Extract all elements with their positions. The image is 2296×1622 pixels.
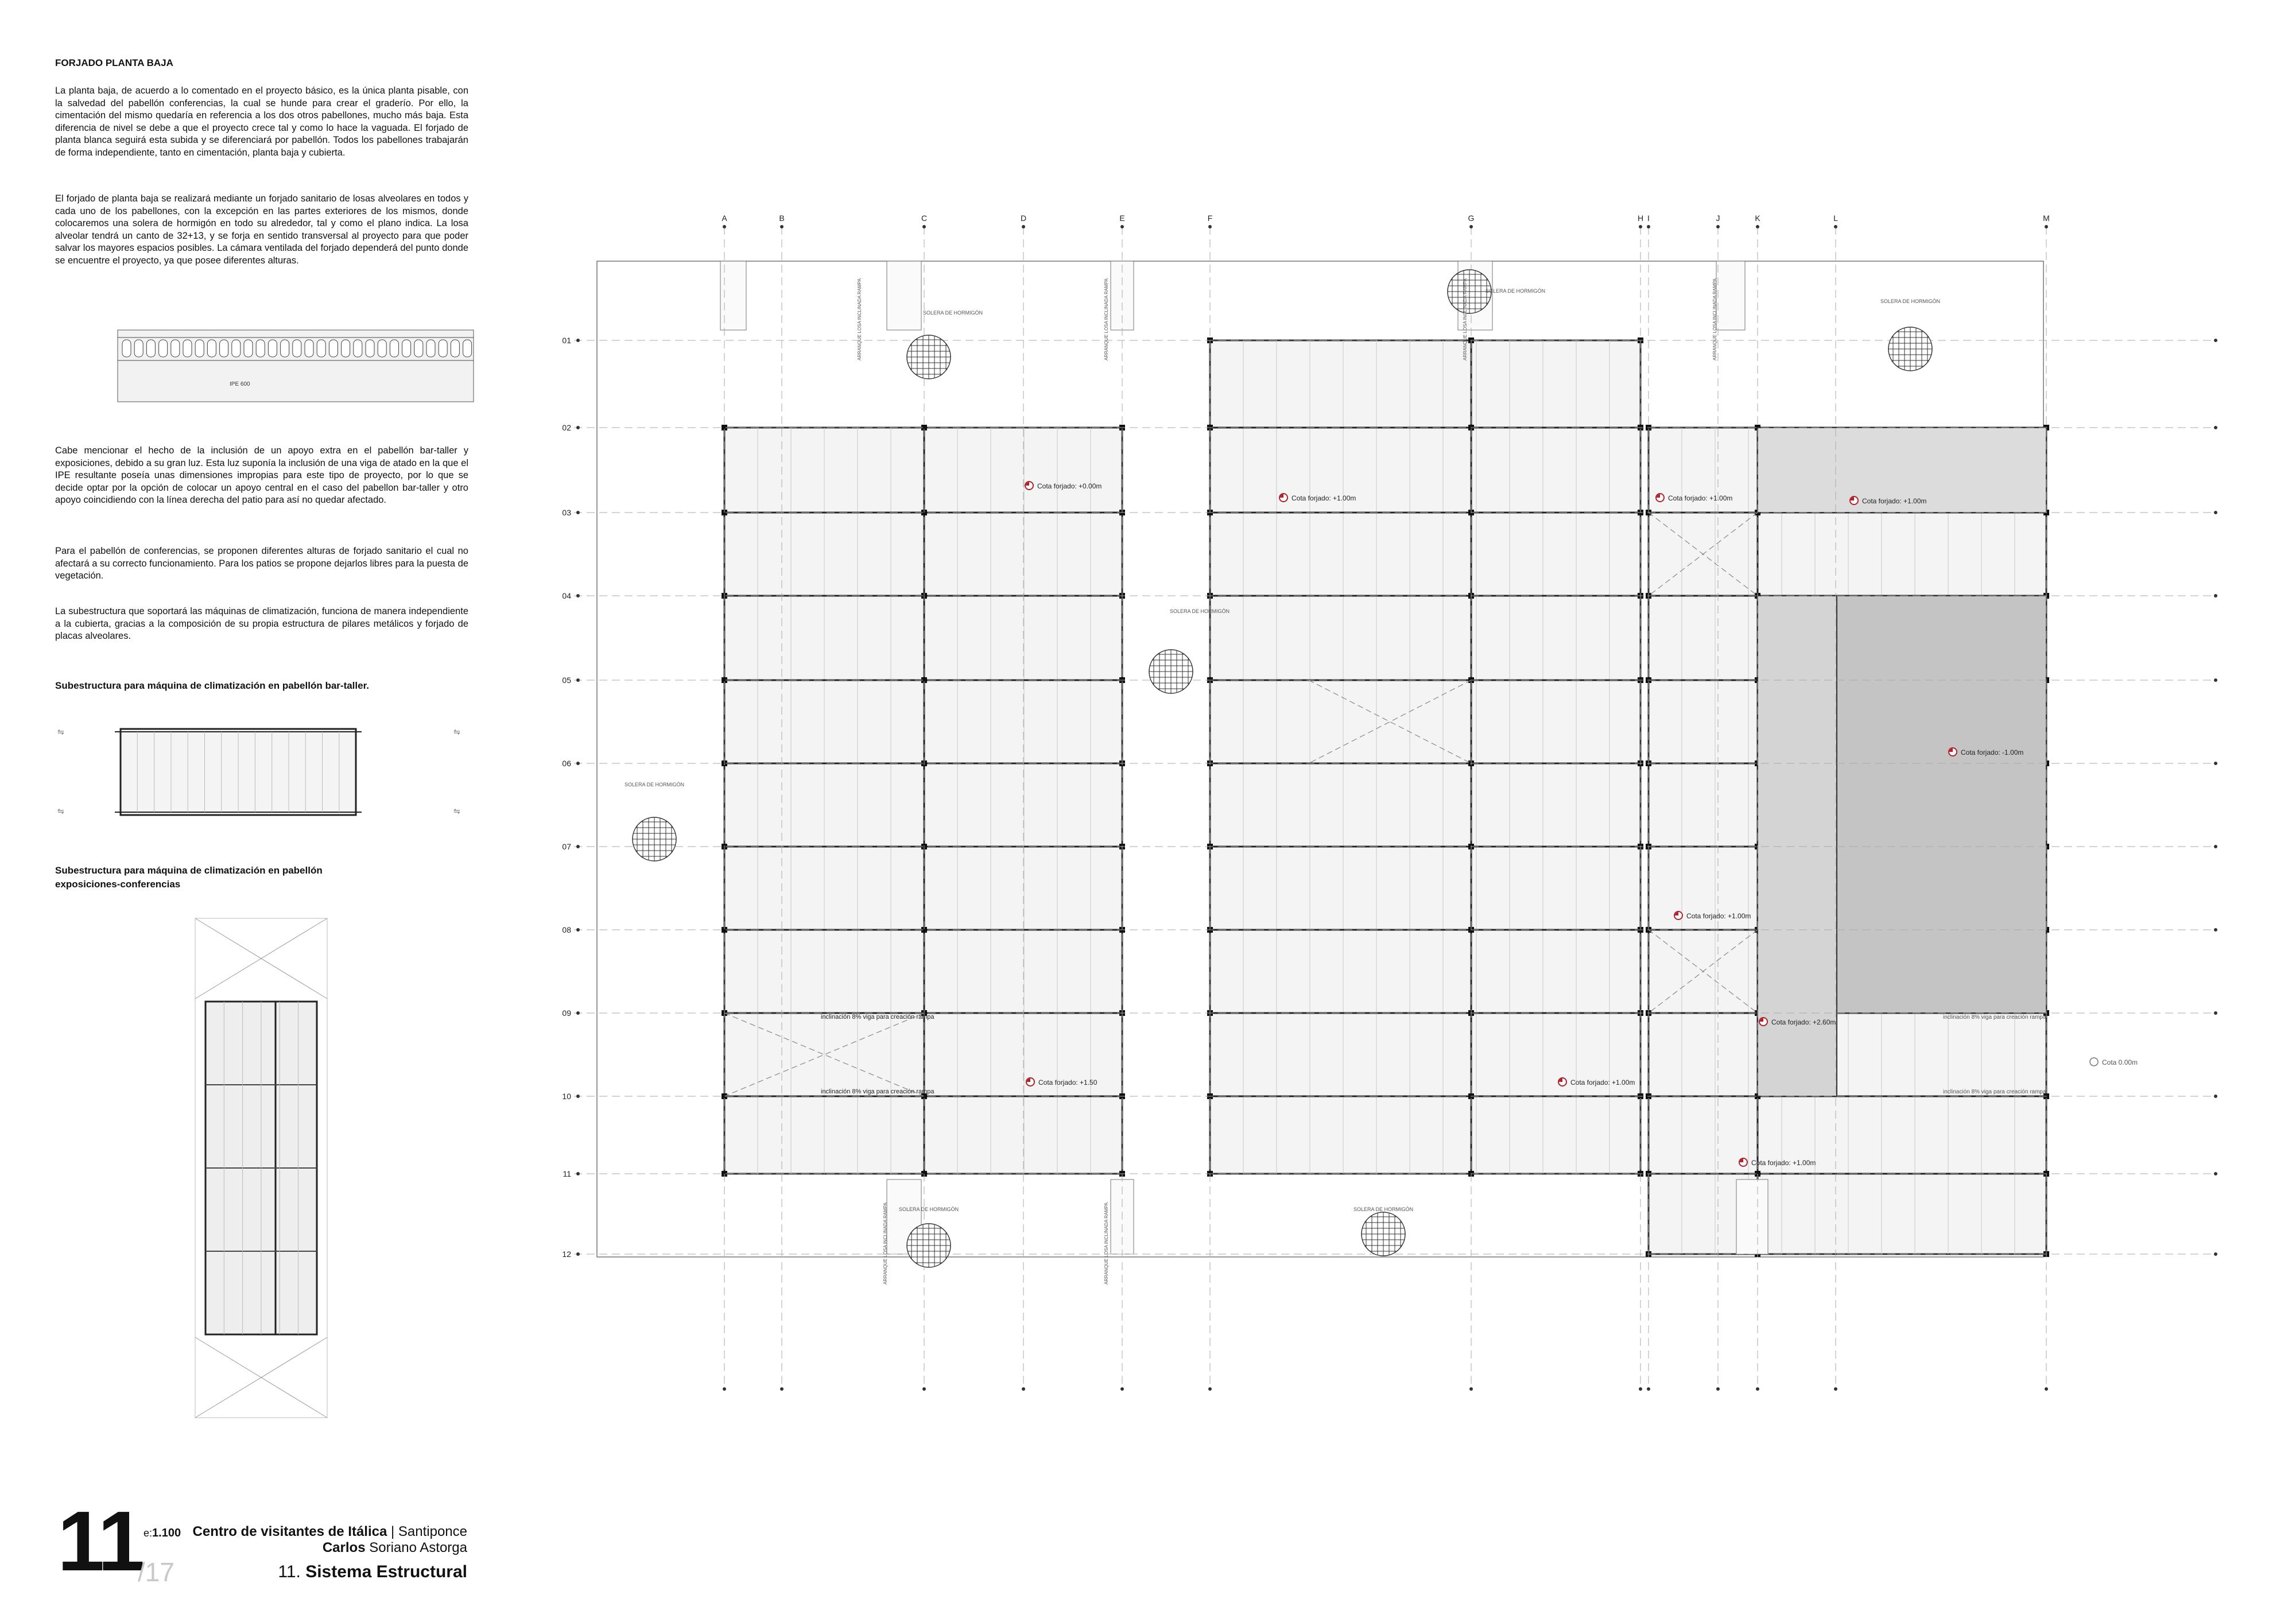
subestructura-exposiciones-title: Subestructura para máquina de climatización en pabellón exposiciones-conferencias <box>55 865 323 890</box>
sheet-total: /17 <box>138 1557 174 1587</box>
ramp-note-right-2: inclinación 8% viga para creación rampa <box>1943 1089 2046 1095</box>
gridline-end-dot <box>2214 1172 2217 1175</box>
pavilion-slabs <box>720 261 2049 1257</box>
gridline-end-dot <box>576 511 580 514</box>
page-title: FORJADO PLANTA BAJA <box>55 57 173 68</box>
subestructura-paragraph: La subestructura que soportará las máquinas de climatización, funciona de manera independiente a la cubierta, gracias a la composición de su propia estructura de pilares metálicos y forjado de placas alveolares. <box>55 606 468 641</box>
scale-label <box>144 1527 181 1540</box>
svg-text:⇋: ⇋ <box>453 727 460 736</box>
gridline-end-dot <box>2045 225 2048 228</box>
section-number: 11. <box>278 1562 301 1581</box>
gridline-end-dot <box>2214 1095 2217 1098</box>
row-axis-label: 11 <box>563 1169 571 1178</box>
cota-zero-text: Cota 0.00m <box>2102 1058 2138 1066</box>
gridline-end-dot <box>1756 225 1759 228</box>
author-first: Carlos <box>322 1540 366 1555</box>
shaded-zone <box>1837 596 2046 1013</box>
gridline-end-dot <box>2045 1387 2048 1391</box>
level-tag-text: Cota forjado: +2.60m <box>1771 1018 1836 1026</box>
column-axis-label: C <box>921 214 928 223</box>
gridline-end-dot <box>1120 1387 1124 1391</box>
gridline-end-dot <box>2214 762 2217 765</box>
gridline-end-dot <box>1647 1387 1650 1391</box>
gridline-end-dot <box>1756 1387 1759 1391</box>
gridline-end-dot <box>723 1387 726 1391</box>
section-title <box>278 1562 467 1582</box>
forjado-paragraph: El forjado de planta baja se realizará mediante un forjado sanitario de losas alveolares en todos y cada uno de los pabellones, con la excepción en las partes exteriores de los mismos, donde colocaremos una solera de hormigón en todo su alrededor, tal y como el plano indica. La losa alveolar tendrá un canto de 32+13, y se forja en sentido transversal al proyecto para que poder salvar los mayores espacios posibles. La cámara ventilada del forjado dependerá del punto donde se encuentre el proyecto, ya que posee diferentes alturas. <box>55 193 468 266</box>
gridline-end-dot <box>2214 1011 2217 1015</box>
solera <box>625 782 684 861</box>
column-axis-label: E <box>1119 214 1125 223</box>
level-tag-text: Cota forjado: +1.00m <box>1862 497 1927 505</box>
gridline-end-dot <box>1469 1387 1473 1391</box>
solera-label: SOLERA DE HORMIGÓN <box>898 1206 959 1212</box>
gridline-end-dot <box>1639 1387 1642 1391</box>
row-axis-label: 02 <box>562 423 571 432</box>
solera <box>1353 1206 1413 1256</box>
ramp-strip <box>887 261 921 330</box>
ramp-start-note: ARRANQUE LOSA INCLINADA RAMPA <box>1712 278 1717 360</box>
gridline-end-dot <box>1647 225 1650 228</box>
row-axis-label: 04 <box>562 591 571 600</box>
gridline-end-dot <box>1208 1387 1212 1391</box>
row-axis-label: 10 <box>562 1092 571 1101</box>
conferencias-paragraph: Para el pabellón de conferencias, se proponen diferentes alturas de forjado sanitario el cual no afectará a su correcto funcionamiento. Para los patios se propone dejarlos libres para la puesta de vegetación. <box>55 546 469 581</box>
level-tag-text: Cota forjado: +1.50 <box>1038 1078 1097 1086</box>
svg-text:⇋: ⇋ <box>57 806 64 816</box>
project-location: | Santiponce <box>387 1524 467 1539</box>
svg-text:⇋: ⇋ <box>57 727 64 736</box>
project-title <box>193 1524 467 1540</box>
gridline-end-dot <box>576 1095 580 1098</box>
column-axis-label: L <box>1833 214 1838 223</box>
row-axis-label: 05 <box>562 676 571 685</box>
row-axis-label: 08 <box>562 925 571 934</box>
level-tag-text: Cota forjado: +1.00m <box>1751 1159 1816 1167</box>
column-axis-label: A <box>722 214 727 223</box>
gridline-end-dot <box>2214 1252 2217 1256</box>
gridline-end-dot <box>2214 928 2217 932</box>
column-axis-label: M <box>2043 214 2050 223</box>
sheet-number: 11 <box>57 1494 143 1589</box>
gridline-end-dot <box>780 1387 784 1391</box>
level-tag-text: Cota forjado: -1.00m <box>1961 748 2024 756</box>
gridline-end-dot <box>780 225 784 228</box>
level-tag-text: Cota forjado: +1.00m <box>1668 494 1733 502</box>
gridline-end-dot <box>2214 845 2217 848</box>
apoyo-paragraph: Cabe mencionar el hecho de la inclusión de un apoyo extra en el pabellón bar-taller y exposiciones, debido a su gran luz. Esta luz suponía la inclusión de una viga de atado en la que el IPE resultante poseía unas dimensiones impropias para este tipo de proyecto, por lo que se decide optar por la opción de colocar un apoyo central en el caso del pabellon bar-taller y otro apoyo coincidiendo con la línea derecha del patio para así no quedar afectado. <box>55 445 468 505</box>
gridline-end-dot <box>576 1252 580 1256</box>
column-axis-label: F <box>1207 214 1213 223</box>
gridline-end-dot <box>2214 594 2217 597</box>
ramp-strip <box>1736 1179 1768 1254</box>
gridline-end-dot <box>576 678 580 682</box>
gridline-end-dot <box>723 225 726 228</box>
gridline-end-dot <box>576 845 580 848</box>
ramp-start-note: ARRANQUE LOSA INCLINADA RAMPA <box>1463 278 1468 360</box>
gridline-end-dot <box>1716 225 1720 228</box>
subestructura-bar-taller-title: Subestructura para máquina de climatización en pabellón bar-taller. <box>55 680 369 691</box>
column-axis-label: G <box>1468 214 1475 223</box>
gridline-end-dot <box>1469 225 1473 228</box>
ramp-start-note: ARRANQUE LOSA INCLINADA RAMPA <box>883 1202 888 1285</box>
solera-label: SOLERA DE HORMIGÓN <box>1353 1206 1414 1212</box>
gridline-end-dot <box>1834 225 1837 228</box>
ramp-note-top: inclinación 8% viga para creación rampa <box>821 1014 934 1020</box>
gridline-end-dot <box>576 762 580 765</box>
column-axis-label: J <box>1716 214 1720 223</box>
solera-label: SOLERA DE HORMIGÓN <box>1485 288 1546 294</box>
gridline-end-dot <box>576 1172 580 1175</box>
level-tag-text: Cota forjado: +1.00m <box>1686 912 1751 920</box>
gridline-end-dot <box>1834 1387 1837 1391</box>
author <box>323 1540 467 1556</box>
gridline-end-dot <box>1120 225 1124 228</box>
gridline-end-dot <box>922 1387 926 1391</box>
solera-label: SOLERA DE HORMIGÓN <box>1169 608 1230 614</box>
intro-paragraph: La planta baja, de acuerdo a lo comentado en el proyecto básico, es la única planta pisable, con la salvedad del pabellón conferencias, la cual se hunde para crear el graderío. Por ello, la cimentación del mismo quedaría en referencia a los dos otros pabellones, mucho más baja. Esta diferencia de nivel se debe a que el proyecto crece tal y como lo hace la vaguada. El forjado de planta blanca seguirá esta subida y se diferenciará por pabellón. Todos los pabellones trabajarán de forma independiente, tanto en cimentación, planta baja y cubierta. <box>55 86 468 158</box>
gridline-end-dot <box>576 1011 580 1015</box>
section-name: Sistema Estructural <box>300 1562 467 1581</box>
level-tag-text: Cota forjado: +1.00m <box>1570 1078 1635 1086</box>
level-tag-text: Cota forjado: +0.00m <box>1037 482 1102 490</box>
svg-text:⇋: ⇋ <box>453 806 460 816</box>
row-axis-label: 07 <box>562 842 571 851</box>
row-axis-label: 12 <box>562 1250 571 1259</box>
gridline-end-dot <box>576 339 580 342</box>
gridline-end-dot <box>576 594 580 597</box>
gridline-end-dot <box>1639 225 1642 228</box>
solera-label: SOLERA DE HORMIGÓN <box>624 782 685 787</box>
level-tag-marker <box>2090 1058 2098 1066</box>
ramp-start-note: ARRANQUE LOSA INCLINADA RAMPA <box>1104 1202 1109 1285</box>
author-last: Soriano Astorga <box>365 1540 467 1555</box>
gridline-end-dot <box>2214 426 2217 429</box>
row-axis-label: 03 <box>562 508 571 517</box>
ramp-note-bottom: inclinación 8% viga para creación rampa <box>821 1088 934 1095</box>
ramp-note-right: inclinación 8% viga para creación rampa <box>1943 1014 2046 1020</box>
ramp-strip <box>1716 261 1745 330</box>
gridline-end-dot <box>1208 225 1212 228</box>
gridline-end-dot <box>1022 225 1025 228</box>
gridline-end-dot <box>2214 339 2217 342</box>
row-axis-label: 09 <box>562 1008 571 1018</box>
project-name: Centro de visitantes de Itálica <box>192 1524 387 1539</box>
gridline-end-dot <box>576 928 580 932</box>
row-axis-label: 01 <box>562 336 571 345</box>
column-axis-label: B <box>779 214 785 223</box>
row-axis-label: 06 <box>562 759 571 768</box>
ramp-start-note: ARRANQUE LOSA INCLINADA RAMPA <box>857 278 862 360</box>
solera-label: SOLERA DE HORMIGÓN <box>922 310 983 316</box>
slab-detail-label: IPE 600 <box>230 381 250 387</box>
level-tag-zero <box>2090 1058 2138 1066</box>
gridline-end-dot <box>1716 1387 1720 1391</box>
gridline-end-dot <box>2214 511 2217 514</box>
scale-value: 1.100 <box>152 1527 181 1539</box>
solera-label: SOLERA DE HORMIGÓN <box>1880 298 1941 304</box>
column-axis-label: D <box>1020 214 1027 223</box>
gridline-end-dot <box>922 225 926 228</box>
level-tag-text: Cota forjado: +1.00m <box>1292 494 1356 502</box>
gridline-end-dot <box>2214 678 2217 682</box>
gridline-end-dot <box>1022 1387 1025 1391</box>
ramp-start-note: ARRANQUE LOSA INCLINADA RAMPA <box>1104 278 1109 360</box>
scale-prefix: e: <box>144 1527 153 1539</box>
gridline-end-dot <box>576 426 580 429</box>
solera <box>1880 298 1940 371</box>
column-axis-label: I <box>1647 214 1650 223</box>
column-axis-label: H <box>1637 214 1644 223</box>
column-axis-label: K <box>1755 214 1760 223</box>
